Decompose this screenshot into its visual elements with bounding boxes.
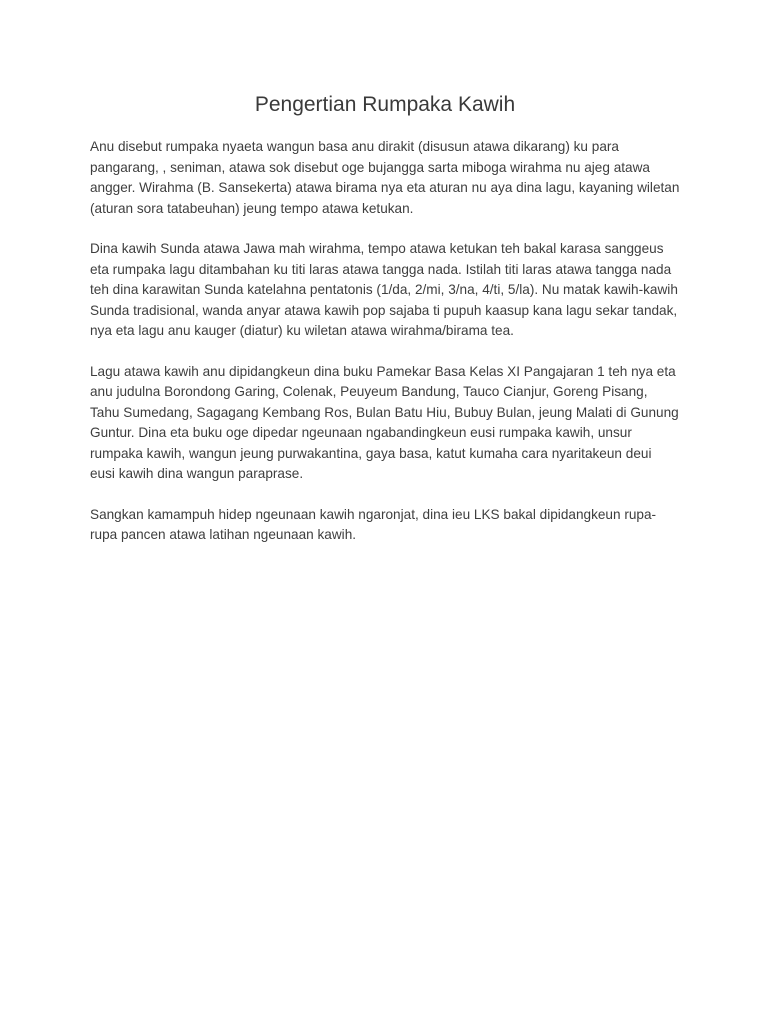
paragraph-2: Dina kawih Sunda atawa Jawa mah wirahma, tempo atawa ketukan teh bakal karasa sanggeus eta rumpaka lagu ditambahan ku titi laras atawa tangga nada. Istilah titi laras atawa tangga nada teh dina karawitan Sunda katelahna pentatonis (1/da, 2/mi, 3/na, 4/ti, 5/la). Nu matak kawih-kawih Sunda tradisional, wanda anyar atawa kawih pop sajaba ti pupuh kaasup kana lagu sekar tandak, nya eta lagu anu kauger (diatur) ku wiletan atawa wirahma/birama tea.: [90, 241, 678, 339]
document-title: Pengertian Rumpaka Kawih: [254, 93, 516, 116]
paragraph-4: Sangkan kamampuh hidep ngeunaan kawih ngaronjat, dina ieu LKS bakal dipidangkeun rupa-rupa pancen atawa latihan ngeunaan kawih.: [90, 506, 657, 543]
paragraph-3: Lagu atawa kawih anu dipidangkeun dina buku Pamekar Basa Kelas XI Pangajaran 1 teh nya eta anu judulna Borondong Garing, Colenak, Peuyeum Bandung, Tauco Cianjur, Goreng Pisang, Tahu Sumedang, Sagagang Kembang Ros, Bulan Batu Hiu, Bubuy Bulan, jeung Malati di Gunung Guntur. Dina eta buku oge dipedar ngeunaan ngabandingkeun eusi rumpaka kawih, unsur rumpaka kawih, wangun jeung purwakantina, gaya basa, katut kumaha cara nyaritakeun deui eusi kawih dina wangun paraprase.: [90, 363, 679, 482]
paragraph-1: Anu disebut rumpaka nyaeta wangun basa anu dirakit (disusun atawa dikarang) ku para pangarang, , seniman, atawa sok disebut oge bujangga sarta miboga wirahma nu ajeg atawa angger. Wirahma (B. Sansekerta) atawa birama nya eta aturan nu aya dina lagu, kayaning wiletan (aturan sora tatabeuhan) jeung tempo atawa ketukan.: [90, 139, 680, 216]
document-page: [90, 88, 680, 566]
